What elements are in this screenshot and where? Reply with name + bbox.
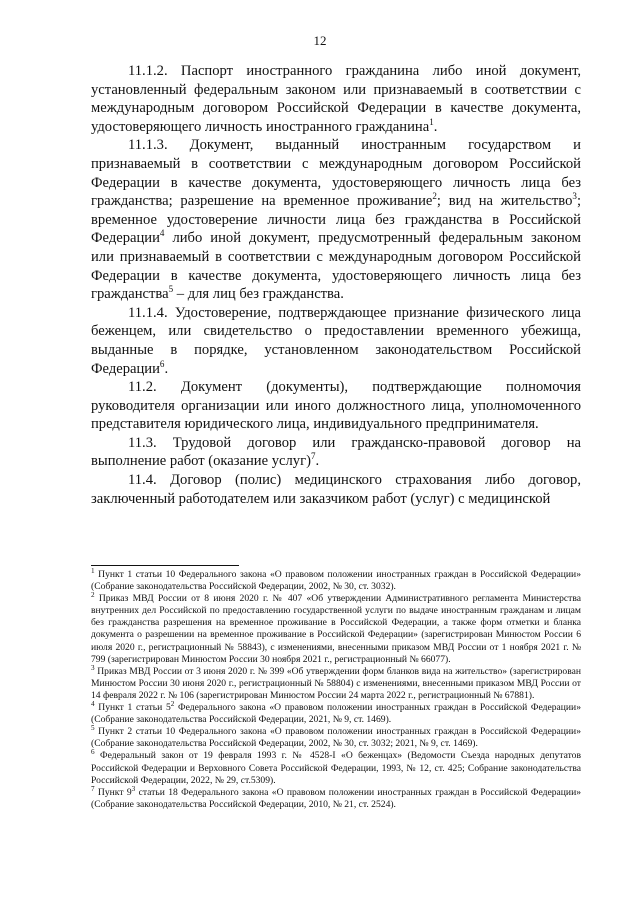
footnote-mark: 7 xyxy=(91,784,95,793)
paragraph-11-3 xyxy=(91,434,581,471)
footnote-text: Федерального закона «О правовом положении иностранных граждан в Российской Федерации» (Собрание законодательства Российской Федерации, 2021, № 9, ст. 1469). xyxy=(91,702,581,726)
footnote-ref: 4 xyxy=(159,228,165,239)
footnote-mark: 4 xyxy=(91,699,95,708)
footnote-text: Пункт 1 статьи 5 xyxy=(94,702,171,714)
footnote-ref: 5 xyxy=(168,284,174,295)
paragraph-tail: . xyxy=(164,360,169,377)
footnote-mark: 6 xyxy=(91,748,95,757)
footnote-separator xyxy=(91,565,239,566)
footnote-mark: 1 xyxy=(91,566,95,575)
footnotes xyxy=(91,566,581,811)
footnote-4 xyxy=(91,699,581,726)
paragraph-text: либо иной документ, предусмотренный федеральным законом или признаваемый в соответствии с международным договором Российской Федерации в качестве документа, удостоверяющего личность лица без гражданства xyxy=(91,230,581,303)
paragraph-text: ; временное удостоверение личности лица без гражданства в Российской Федерации xyxy=(91,193,581,247)
footnote-text: Федеральный закон от 19 февраля 1993 г. № 4528-I «О беженцах» (Ведомости Съезда народных депутатов Российской Федерации и Верховного Совета Российской Федерации, 1993, № 12, ст. 425; Собрание законодательства Российской Федерации, 2022, № 29, ст.5309). xyxy=(91,750,581,786)
paragraph-11-2 xyxy=(91,378,581,434)
paragraph-text: ; вид на жительство xyxy=(436,193,573,210)
paragraph-text: 11.3. Трудовой договор или гражданско-правовой договор на выполнение работ (оказание услуг) xyxy=(91,434,581,470)
footnote-6 xyxy=(91,750,581,786)
footnote-2 xyxy=(91,593,581,666)
footnote-ref: 3 xyxy=(572,191,577,202)
paragraph-tail: . xyxy=(315,453,320,470)
footnote-5 xyxy=(91,726,581,750)
footnote-3 xyxy=(91,663,581,702)
paragraph-text: 11.1.2. Паспорт иностранного гражданина либо иной документ, установленный федеральным законом или признаваемый в соответствии с международным договором Российской Федерации в качестве документа, удостоверяющего личность иностранного гражданина xyxy=(91,63,581,135)
footnote-1 xyxy=(91,566,581,593)
footnote-text: статьи 18 Федерального закона «О правовом положении иностранных граждан в Российской Федерации» (Собрание законодательства Российской Федерации, 2010, № 21, ст. 2524). xyxy=(91,786,581,810)
paragraph-11-1-4 xyxy=(91,304,581,378)
page-number: 12 xyxy=(313,33,327,48)
footnote-ref: 2 xyxy=(432,191,437,202)
paragraph-tail: . xyxy=(433,118,438,135)
paragraph-text: 11.1.3. Документ, выданный иностранным государством и признаваемый в соответствии с международным договором Российской Федерации в качестве документа, удостоверяющего личность лица без гражданства; разрешение на временное проживание xyxy=(91,137,581,210)
footnote-text: Пункт 1 статьи 10 Федерального закона «О правовом положении иностранных граждан в Российской Федерации» (Собрание законодательства Российской Федерации, 2002, № 30, ст. 3032). xyxy=(91,569,581,593)
footnote-ref: 7 xyxy=(310,451,316,462)
footnote-ref: 1 xyxy=(429,116,434,127)
paragraph-11-4 xyxy=(91,471,581,508)
footnote-ref: 6 xyxy=(159,358,165,369)
paragraph-text: 11.1.4. Удостоверение, подтверждающее признание физического лица беженцем, или свидетельство о предоставлении временного убежища, выданные в порядке, установленном законодательством Российской Федерации xyxy=(91,304,581,377)
main-text xyxy=(91,62,581,508)
footnote-mark: 2 xyxy=(170,699,175,708)
footnote-mark: 2 xyxy=(91,591,95,599)
footnote-mark: 3 xyxy=(91,663,95,672)
footnote-mark: 3 xyxy=(131,784,136,793)
footnote-text: Пункт 2 статьи 10 Федерального закона «О правовом положении иностранных граждан в Российской Федерации» (Собрание законодательства Российской Федерации, 2002, № 30, ст. 3032; 2021, № 9, ст. 1469). xyxy=(91,726,581,750)
paragraph-text: 11.2. Документ (документы), подтверждающие полномочия руководителя организации или иного должностного лица, уполномоченного представителя юридического лица, индивидуального предпринимателя. xyxy=(91,379,581,433)
footnote-text: Приказ МВД России от 3 июня 2020 г. № 399 «Об утверждении форм бланков вида на жительство» (зарегистрирован Минюстом России 30 июня 2020 г., регистрационный № 58804) с изменениями, внесенными приказом МВД России от 14 февраля 2022 г. № 106 (зарегистрирован Минюстом России 24 марта 2022 г., регистрационный № 67881). xyxy=(91,665,581,701)
footnote-mark: 5 xyxy=(91,724,95,733)
paragraph-11-1-3 xyxy=(91,136,581,303)
paragraph-11-1-2 xyxy=(91,62,581,136)
footnote-text: Приказ МВД России от 8 июня 2020 г. № 407 «Об утверждении Административного регламента Министерства внутренних дел Российской по предоставлению государственной услуги по выдаче иностранным гражданам и лицам без гражданства разрешения на временное проживание в Российской Федерации, а также форм отметки и бланка документа о разрешении на временное проживание в Российской Федерации» (зарегистрирован Минюстом России 6 июля 2020 г., регистрационный № 58843), с изменениями, внесенными приказом МВД России от 1 ноября 2021 г. № 799 (зарегистрирован Минюстом России 30 ноября 2021 г., регистрационный № 66077). xyxy=(91,593,581,665)
footnote-7 xyxy=(91,784,581,811)
footnote-text: Пункт 9 xyxy=(94,786,132,798)
paragraph-text: – для лиц без гражданства. xyxy=(173,286,344,303)
paragraph-text: 11.4. Договор (полис) медицинского страхования либо договор, заключенный работодателем или заказчиком работ (услуг) с медицинской xyxy=(91,472,581,507)
